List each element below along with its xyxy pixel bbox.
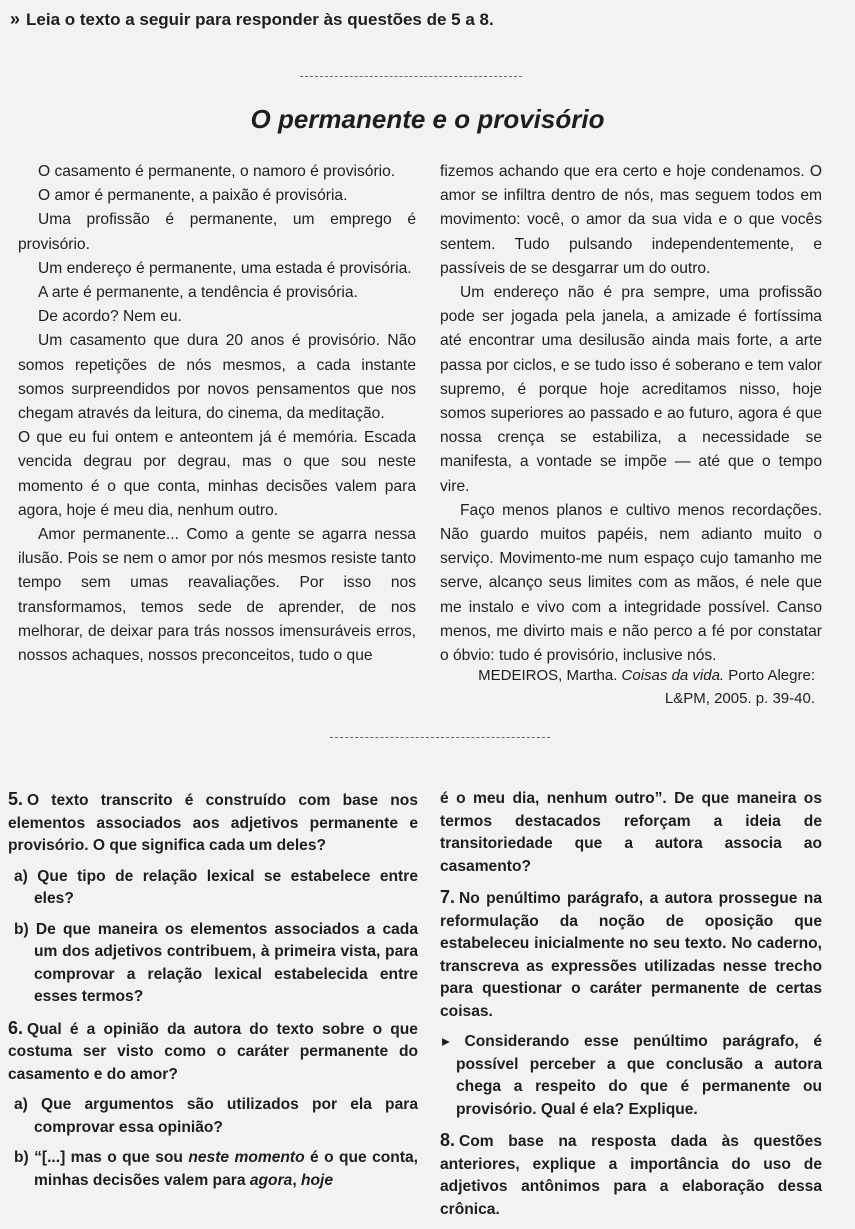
- question-7-bullet: [440, 1031, 822, 1121]
- question-5b: b) De que maneira os elementos associados a cada um dos adjetivos contribuem, à primeira vista, para comprovar a relação lexical estabelecida entre esses termos?: [14, 920, 418, 1005]
- question-6b-continuation: é o meu dia, nenhum outro”. De que maneira os termos destacados reforçam a ideia de transitoriedade que a autora associa ao casamento?: [440, 790, 822, 875]
- paragraph: Uma profissão é permanente, um emprego é provisório.: [18, 211, 416, 253]
- text-column-right: [440, 160, 822, 668]
- question-number: 7.: [440, 887, 456, 907]
- question-7: [440, 886, 822, 1023]
- paragraph: Amor permanente... Como a gente se agarra nessa ilusão. Pois se nem o amor por nós mesmos resiste tanto tempo sem umas reavaliações. Por isso nos transformamos, temos sede de aprender, de nos melhorar, de deixar para trás nossos imensuráveis erros, nossos achaques, nossos preconceitos, tudo o que: [18, 526, 416, 665]
- paragraph: De acordo? Nem eu.: [38, 308, 182, 326]
- paragraph: Um endereço não é pra sempre, uma profissão pode ser jogada pela janela, a amizade é fortíssima até encontrar uma desilusão ainda mais forte, a arte passa por ciclos, e se tudo isso é soberano e tem valor supremo, é porque hoje acreditamos nisso, hoje somos superiores ao passado e ao futuro, agora é que nossa crença se estabiliza, a necessidade se manifesta, a vontade se impõe — até que o tempo vire.: [440, 284, 822, 495]
- instruction-header: [10, 8, 830, 31]
- question-6: [8, 1017, 418, 1087]
- q6b-emphasis: neste momento: [188, 1149, 305, 1166]
- bullet-text: Considerando esse penúltimo parágrafo, é possível perceber a que conclusão a autora chega a respeito do que é permanente ou provisório. Qual é ela? Explique.: [456, 1033, 822, 1118]
- text-column-left: [18, 160, 416, 668]
- paragraph: O amor é permanente, a paixão é provisória.: [38, 187, 348, 205]
- q6b-text: é o que conta, minhas decisões valem para: [34, 1149, 419, 1189]
- q6b-comma: ,: [292, 1171, 297, 1189]
- middle-divider: [330, 737, 550, 738]
- q6b-emphasis: agora: [249, 1171, 293, 1189]
- question-6a: a) Que argumentos são utilizados por ela para comprovar essa opinião?: [14, 1096, 418, 1136]
- paragraph: Um endereço é permanente, uma estada é provisória.: [38, 259, 412, 277]
- question-text: Com base na resposta dada às questões anteriores, explique a importância do uso de adjetivos antônimos para a elaboração dessa crônica.: [440, 1133, 822, 1218]
- triangle-bullet-icon: ▸: [442, 1033, 450, 1050]
- question-number: 5.: [8, 789, 24, 809]
- citation-work: Coisas da vida.: [621, 667, 725, 684]
- paragraph: A arte é permanente, a tendência é provisória.: [38, 284, 358, 302]
- citation-author: MEDEIROS, Martha.: [478, 667, 618, 684]
- question-5: [8, 788, 418, 858]
- q6b-emphasis: hoje: [301, 1171, 334, 1189]
- question-text: No penúltimo parágrafo, a autora prossegue na reformulação da noção de oposição que estabeleceu inicialmente no seu texto. No caderno, transcreva as expressões utilizadas nesse trecho para questionar o caráter permanente de certas coisas.: [440, 890, 822, 1020]
- text-title: O permanente e o provisório: [250, 104, 605, 134]
- question-8: [440, 1129, 822, 1221]
- citation-place: Porto Alegre:: [728, 667, 815, 684]
- paragraph: Um casamento que dura 20 anos é provisório. Não somos repetições de nós mesmos, a cada instante somos surpreendidos por novos pensamentos que nos chegam através da leitura, do cinema, da meditação.: [18, 332, 416, 423]
- question-text: Qual é a opinião da autora do texto sobre o que costuma ser visto como o caráter permanente do casamento e do amor?: [8, 1020, 418, 1083]
- instruction-text: Leia o texto a seguir para responder às questões de 5 a 8.: [26, 10, 494, 29]
- q6b-text: b) “[...] mas o que sou: [14, 1149, 183, 1166]
- question-number: 8.: [440, 1130, 456, 1150]
- question-6b-start: [8, 1147, 418, 1192]
- citation-publisher: L&PM, 2005. p. 39-40.: [664, 690, 815, 707]
- source-citation: [440, 664, 815, 710]
- double-chevron-icon: »: [10, 9, 21, 29]
- question-5a: a) Que tipo de relação lexical se estabelece entre eles?: [14, 867, 418, 907]
- question-text: O texto transcrito é construído com base nos elementos associados aos adjetivos permanente e provisório. O que significa cada um deles?: [8, 792, 418, 854]
- top-divider: [300, 76, 522, 77]
- question-number: 6.: [8, 1017, 24, 1038]
- paragraph: O casamento é permanente, o namoro é provisório.: [38, 163, 396, 180]
- paragraph: Faço menos planos e cultivo menos recordações. Não guardo muitos papéis, nem adianto muito o serviço. Movimento-me num espaço cujo tamanho me serve, alcanço seus limites com as mãos, é nele que me instalo e vivo com a integridade possível. Canso menos, me divirto mais e não perco a fé por constatar o óbvio: tudo é provisório, inclusive nós.: [440, 501, 822, 665]
- paragraph: O que eu fui ontem e anteontem já é memória. Escada vencida degrau por degrau, mas o que sou neste momento é o que conta, minhas decisões valem para agora, hoje é meu dia, nenhum outro.: [18, 429, 416, 519]
- paragraph: fizemos achando que era certo e hoje condenamos. O amor se infiltra dentro de nós, mas seguem todos em movimento: você, o amor da sua vida e o que vocês sentem. Tudo pulsando independentemente, e passíveis de se desgarrar um do outro.: [440, 163, 822, 277]
- questions-right: [440, 788, 822, 1229]
- questions-left: [8, 788, 418, 1200]
